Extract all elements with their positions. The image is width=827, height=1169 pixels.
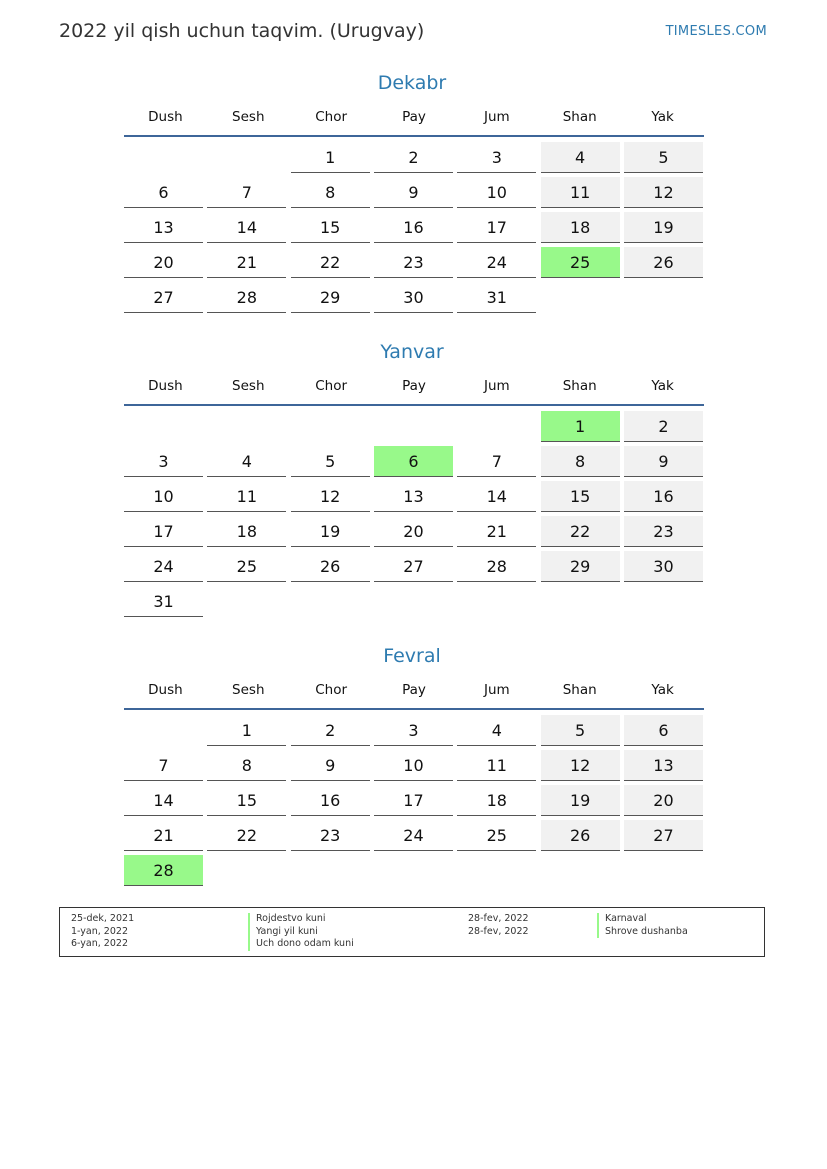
legend-date: 28-fev, 2022 [468,925,529,937]
day-cell: 24 [374,820,453,851]
day-cell: 22 [541,516,620,547]
weekday-label: Pay [402,109,426,125]
day-cell: 13 [374,481,453,512]
day-cell: 15 [207,785,286,816]
day-cell: 2 [624,411,703,442]
day-cell: 29 [291,282,370,313]
weekday-label: Chor [315,682,348,698]
weekday-label: Chor [315,378,348,394]
page-title: 2022 yil qish uchun taqvim. (Urugvay) [59,20,425,42]
weekday-header-row [124,105,704,137]
weekday-header-row [124,374,704,406]
legend-date: 25-dek, 2021 [71,913,135,924]
day-cell: 27 [124,282,203,313]
empty-day-cell [124,715,203,746]
day-cell: 10 [457,177,536,208]
day-cell: 31 [457,282,536,313]
day-cell: 5 [291,446,370,477]
day-cell: 25 [457,820,536,851]
month-calendar [124,69,704,313]
day-grid [124,411,704,617]
day-cell: 7 [457,446,536,477]
weekday-label: Jum [484,682,510,698]
day-cell: 30 [374,282,453,313]
weekday-label: Pay [402,378,426,394]
day-cell: 26 [291,551,370,582]
weekday-label: Dush [148,378,183,394]
day-cell: 12 [541,750,620,781]
day-cell: 28 [457,551,536,582]
day-cell: 1 [207,715,286,746]
day-cell: 3 [124,446,203,477]
weekday-label: Yak [651,378,674,394]
day-cell: 13 [624,750,703,781]
legend-holiday-name: Shrove dushanba [597,926,688,939]
day-cell: 4 [541,142,620,173]
day-cell: 1 [291,142,370,173]
day-cell: 27 [374,551,453,582]
day-cell: 24 [124,551,203,582]
weekday-label: Yak [651,682,674,698]
month-calendar [124,338,704,617]
day-cell: 20 [624,785,703,816]
legend-holiday-name: Yangi yil kuni [248,926,354,939]
day-cell: 15 [291,212,370,243]
day-cell: 19 [624,212,703,243]
day-cell: 15 [541,481,620,512]
day-cell: 9 [291,750,370,781]
day-cell: 11 [207,481,286,512]
month-title: Fevral [383,645,441,667]
day-cell: 16 [374,212,453,243]
legend-date: 28-fev, 2022 [468,913,529,924]
day-cell: 22 [291,247,370,278]
day-cell: 9 [374,177,453,208]
legend-date: 1-yan, 2022 [71,925,128,937]
site-link[interactable]: TIMESLES.COM [665,24,767,39]
holiday-day-cell: 25 [541,247,620,278]
day-cell: 5 [624,142,703,173]
day-cell: 16 [624,481,703,512]
month-title: Yanvar [380,341,444,363]
day-cell: 3 [374,715,453,746]
day-cell: 20 [124,247,203,278]
day-cell: 9 [624,446,703,477]
day-cell: 18 [457,785,536,816]
day-cell: 19 [291,516,370,547]
day-cell: 3 [457,142,536,173]
day-cell: 25 [207,551,286,582]
day-cell: 20 [374,516,453,547]
day-cell: 21 [457,516,536,547]
weekday-label: Dush [148,109,183,125]
empty-day-cell [124,411,203,442]
day-cell: 29 [541,551,620,582]
day-cell: 23 [624,516,703,547]
legend-holiday-name: Uch dono odam kuni [248,938,354,951]
empty-day-cell [124,142,203,173]
month-calendar [124,642,704,886]
weekday-header-row [124,678,704,710]
day-cell: 17 [124,516,203,547]
day-cell: 10 [374,750,453,781]
month-title: Dekabr [377,72,447,94]
day-cell: 26 [624,247,703,278]
empty-day-cell [374,411,453,442]
day-cell: 28 [207,282,286,313]
day-cell: 26 [541,820,620,851]
day-cell: 14 [207,212,286,243]
day-cell: 13 [124,212,203,243]
day-cell: 11 [541,177,620,208]
weekday-label: Dush [148,682,183,698]
day-cell: 4 [207,446,286,477]
day-grid [124,715,704,886]
day-cell: 23 [291,820,370,851]
day-cell: 17 [374,785,453,816]
weekday-label: Pay [402,682,426,698]
day-cell: 22 [207,820,286,851]
day-grid [124,142,704,313]
empty-day-cell [207,142,286,173]
day-cell: 2 [291,715,370,746]
day-cell: 11 [457,750,536,781]
day-cell: 16 [291,785,370,816]
day-cell: 8 [207,750,286,781]
day-cell: 21 [124,820,203,851]
day-cell: 12 [291,481,370,512]
day-cell: 30 [624,551,703,582]
legend-holiday-name: Karnaval [597,913,688,926]
day-cell: 14 [457,481,536,512]
day-cell: 24 [457,247,536,278]
day-cell: 12 [624,177,703,208]
weekday-label: Shan [562,378,597,394]
day-cell: 7 [124,750,203,781]
day-cell: 18 [207,516,286,547]
day-cell: 8 [541,446,620,477]
legend-holiday-name: Rojdestvo kuni [248,913,354,926]
weekday-label: Jum [484,378,510,394]
weekday-label: Yak [651,109,674,125]
day-cell: 2 [374,142,453,173]
holiday-day-cell: 1 [541,411,620,442]
weekday-label: Jum [484,109,510,125]
holiday-legend [59,907,765,957]
empty-day-cell [291,411,370,442]
day-cell: 18 [541,212,620,243]
day-cell: 31 [124,586,203,617]
weekday-label: Chor [315,109,348,125]
empty-day-cell [457,411,536,442]
legend-date: 6-yan, 2022 [71,938,128,949]
holiday-day-cell: 6 [374,446,453,477]
day-cell: 6 [624,715,703,746]
day-cell: 21 [207,247,286,278]
weekday-label: Sesh [232,682,265,698]
day-cell: 17 [457,212,536,243]
day-cell: 23 [374,247,453,278]
holiday-day-cell: 28 [124,855,203,886]
day-cell: 14 [124,785,203,816]
empty-day-cell [207,411,286,442]
day-cell: 5 [541,715,620,746]
day-cell: 6 [124,177,203,208]
day-cell: 7 [207,177,286,208]
weekday-label: Sesh [232,378,265,394]
weekday-label: Shan [562,109,597,125]
day-cell: 8 [291,177,370,208]
day-cell: 4 [457,715,536,746]
weekday-label: Shan [562,682,597,698]
day-cell: 19 [541,785,620,816]
weekday-label: Sesh [232,109,265,125]
day-cell: 27 [624,820,703,851]
day-cell: 10 [124,481,203,512]
